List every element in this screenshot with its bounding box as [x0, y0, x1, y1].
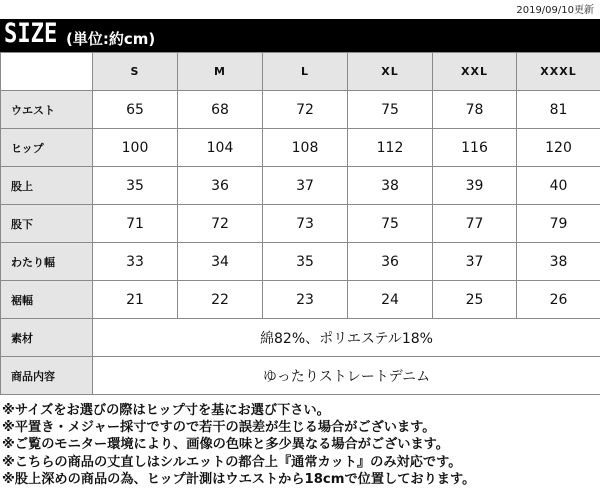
table-cell: 65	[93, 91, 178, 129]
row-label-material: 素材	[1, 319, 93, 357]
row-thigh	[1, 243, 600, 281]
row-material	[1, 319, 600, 357]
row-waist	[1, 91, 600, 129]
material-value: 綿82%、ポリエステル18%	[93, 319, 600, 357]
table-cell: 79	[517, 205, 600, 243]
table-cell: 24	[348, 281, 433, 319]
row-description	[1, 357, 600, 395]
table-cell: 108	[263, 129, 348, 167]
note-item: ※サイズをお選びの際はヒップ寸を基にお選び下さい。	[2, 403, 330, 418]
note-item: ※ご覧のモニター環境により、画像の色味と多少異なる場合がございます。	[2, 437, 449, 453]
row-label-hip: ヒップ	[1, 129, 93, 167]
table-cell: 38	[517, 243, 600, 281]
table-cell: 25	[433, 281, 517, 319]
table-cell: 26	[517, 281, 600, 319]
table-cell: 112	[348, 129, 433, 167]
table-cell: 37	[433, 243, 517, 281]
table-cell: 36	[348, 243, 433, 281]
table-cell: 78	[433, 91, 517, 129]
row-label-rise: 股上	[1, 167, 93, 205]
table-cell: 100	[93, 129, 178, 167]
table-cell: 22	[178, 281, 263, 319]
col-header-l: L	[263, 53, 348, 91]
table-cell: 73	[263, 205, 348, 243]
note-item: ※股上深めの商品の為、ヒップ計測はウエストから18cmで位置しております。	[2, 471, 476, 487]
table-cell: 120	[517, 129, 600, 167]
table-cell: 72	[178, 205, 263, 243]
table-cell: 68	[178, 91, 263, 129]
notes-list	[2, 402, 598, 488]
row-label-hem: 裾幅	[1, 281, 93, 319]
col-header-m: M	[178, 53, 263, 91]
size-header-row	[1, 53, 600, 91]
row-hem	[1, 281, 600, 319]
description-value: ゆったりストレートデニム	[93, 357, 600, 395]
col-header-xxxl: XXXL	[517, 53, 600, 91]
table-cell: 33	[93, 243, 178, 281]
table-cell: 36	[178, 167, 263, 205]
table-cell: 71	[93, 205, 178, 243]
title-bar	[0, 19, 600, 52]
col-header-xxl: XXL	[433, 53, 517, 91]
corner-cell	[1, 53, 93, 91]
table-cell: 39	[433, 167, 517, 205]
table-cell: 23	[263, 281, 348, 319]
row-label-thigh: わたり幅	[1, 243, 93, 281]
col-header-s: S	[93, 53, 178, 91]
unit-subtitle: (単位:約cm)	[66, 30, 156, 48]
update-date: 2019/09/10更新	[516, 5, 594, 16]
table-cell: 72	[263, 91, 348, 129]
table-cell: 81	[517, 91, 600, 129]
row-hip	[1, 129, 600, 167]
size-title: SIZE	[4, 18, 58, 49]
size-table	[0, 52, 600, 395]
table-cell: 37	[263, 167, 348, 205]
row-rise	[1, 167, 600, 205]
table-cell: 104	[178, 129, 263, 167]
table-cell: 34	[178, 243, 263, 281]
table-cell: 38	[348, 167, 433, 205]
row-inseam	[1, 205, 600, 243]
col-header-xl: XL	[348, 53, 433, 91]
table-cell: 35	[263, 243, 348, 281]
row-label-description: 商品内容	[1, 357, 93, 395]
table-cell: 77	[433, 205, 517, 243]
row-label-inseam: 股下	[1, 205, 93, 243]
row-label-waist: ウエスト	[1, 91, 93, 129]
table-cell: 40	[517, 167, 600, 205]
note-item: ※こちらの商品の丈直しはシルエットの都合上『通常カット』のみ対応です。	[2, 454, 462, 470]
table-cell: 75	[348, 91, 433, 129]
note-item: ※平置き・メジャー採寸ですので若干の誤差が生じる場合がございます。	[2, 420, 436, 436]
table-cell: 116	[433, 129, 517, 167]
table-cell: 35	[93, 167, 178, 205]
table-cell: 21	[93, 281, 178, 319]
table-cell: 75	[348, 205, 433, 243]
